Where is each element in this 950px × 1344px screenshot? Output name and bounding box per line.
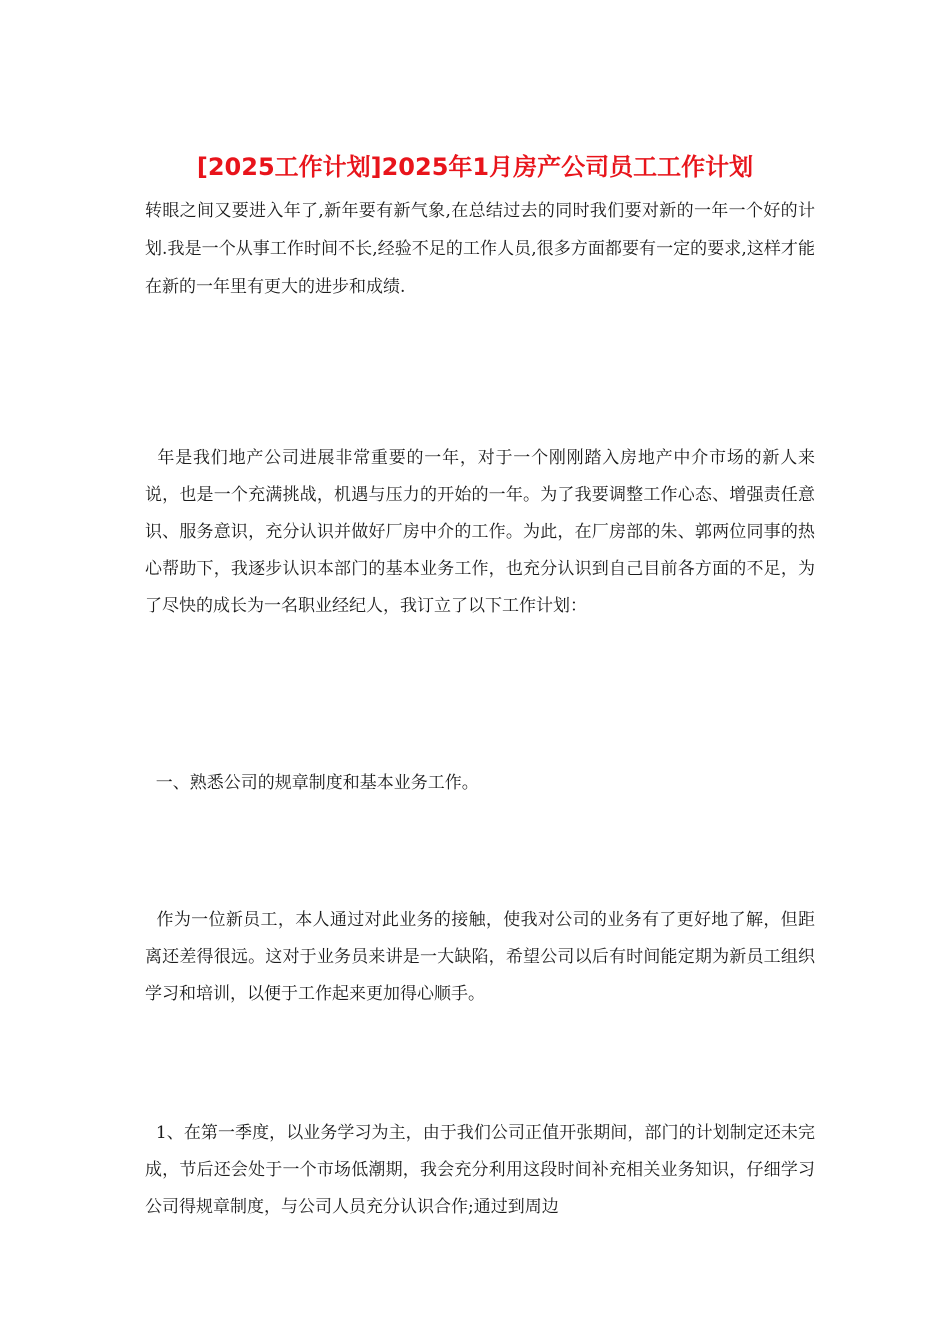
body-paragraph: 作为一位新员工，本人通过对此业务的接触，使我对公司的业务有了更好地了解，但距离还差得很远。这对于业务员来讲是一大缺陷，希望公司以后有时间能定期为新员工组织学习和培训，以便于工作起来更加得心顺手。	[145, 910, 815, 1004]
list-item-paragraph: 1、在第一季度，以业务学习为主，由于我们公司正值开张期间，部门的计划制定还未完成，节后还会处于一个市场低潮期，我会充分利用这段时间补充相关业务知识，仔细学习公司得规章制度，与公司人员充分认识合作;通过到周边	[145, 1123, 815, 1217]
section-heading: 一、熟悉公司的规章制度和基本业务工作。	[145, 773, 479, 793]
intro-paragraph: 转眼之间又要进入年了,新年要有新气象,在总结过去的同时我们要对新的一年一个好的计划.我是一个从事工作时间不长,经验不足的工作人员,很多方面都要有一定的要求,这样才能在新的一年里有更大的进步和成绩.	[145, 201, 815, 297]
document-title: [2025工作计划]2025年1月房产公司员工工作计划	[196, 153, 754, 181]
main-paragraph: 年是我们地产公司进展非常重要的一年，对于一个刚刚踏入房地产中介市场的新人来说，也是一个充满挑战，机遇与压力的开始的一年。为了我要调整工作心态、增强责任意识、服务意识，充分认识并做好厂房中介的工作。为此，在厂房部的朱、郭两位同事的热心帮助下，我逐步认识本部门的基本业务工作，也充分认识到自己目前各方面的不足，为了尽快的成长为一名职业经纪人，我订立了以下工作计划：	[145, 448, 815, 616]
